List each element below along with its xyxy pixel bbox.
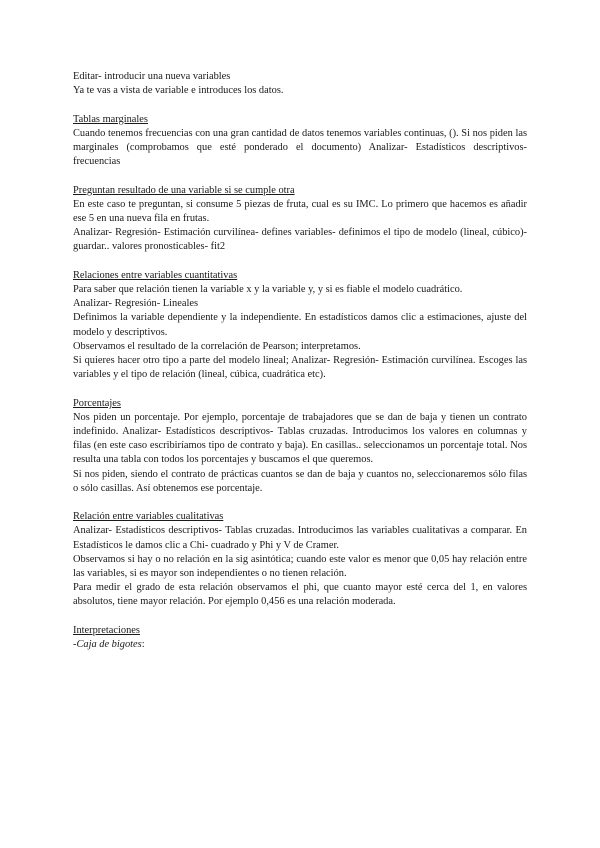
paragraph: Observamos si hay o no relación en la sig asintótica; cuando este valor es menor que 0,05 hay relación entre las variables, si es mayor son independientes o no tienen relación. — [73, 553, 527, 580]
section-heading: Preguntan resultado de una variable si se cumple otra — [73, 184, 295, 196]
section-variables-cualitativas — [73, 510, 527, 609]
section-intro — [73, 70, 527, 98]
intro-line-2: Ya te vas a vista de variable e introduces los datos. — [73, 85, 284, 97]
list-item-dash: - — [73, 639, 77, 651]
paragraph: Analizar- Estadísticos descriptivos- Tablas cruzadas. Introducimos las variables cualitativas a comparar. En Estadísticos le damos clic a Chi- cuadrado y Phi y V de Cramer. — [73, 525, 527, 551]
paragraph: En este caso te preguntan, si consume 5 piezas de fruta, cual es su IMC. Lo primero que hacemos es añadir ese 5 en una nueva fila en frutas. — [73, 198, 527, 224]
paragraph: Analizar- Regresión- Lineales — [73, 298, 199, 310]
section-heading: Tablas marginales — [73, 113, 148, 125]
intro-line-1: Editar- introducir una nueva variables — [73, 71, 231, 82]
section-porcentajes — [73, 397, 527, 496]
paragraph: Definimos la variable dependiente y la independiente. En estadísticos damos clic a estimaciones, ajuste del modelo y descriptivos. — [73, 312, 527, 338]
section-tablas-marginales — [73, 113, 527, 170]
section-interpretaciones — [73, 624, 527, 652]
paragraph: Si nos piden, siendo el contrato de prácticas cuantos se dan de baja y cuantos no, seleccionaremos sólo filas o sólo casillas. Así obtenemos ese porcentaje. — [73, 468, 527, 494]
section-resultado-variable — [73, 184, 527, 255]
section-heading: Porcentajes — [73, 397, 121, 409]
section-heading: Interpretaciones — [73, 624, 140, 636]
paragraph: Para medir el grado de esta relación observamos el phi, que cuanto mayor esté cerca del 1, en valores absolutos, tiene mayor relación. Por ejemplo 0,456 es una relación moderada. — [73, 582, 527, 608]
paragraph: Si quieres hacer otro tipo a parte del modelo lineal; Analizar- Regresión- Estimación curvilínea. Escoges las variables y el tipo de relación (lineal, cúbica, cuadrática etc). — [73, 355, 527, 381]
paragraph: Observamos el resultado de la correlación de Pearson; interpretamos. — [73, 340, 361, 352]
document-page — [73, 70, 527, 666]
section-heading: Relaciones entre variables cuantitativas — [73, 269, 238, 281]
paragraph: Para saber que relación tienen la variable x y la variable y, y si es fiable el modelo cuadrático. — [73, 284, 463, 295]
section-variables-cuantitativas — [73, 269, 527, 383]
paragraph: Analizar- Regresión- Estimación curvilínea- defines variables- definimos el tipo de modelo (lineal, cúbico)- guardar.. valores pronosticables- fit2 — [73, 227, 527, 253]
list-item-colon: : — [141, 639, 145, 651]
list-item-label: Caja de bigotes — [76, 639, 142, 651]
paragraph: Nos piden un porcentaje. Por ejemplo, porcentaje de trabajadores que se dan de baja y tienen un contrato indefinido. Analizar- Estadísticos descriptivos- Tablas cruzadas. Introducimos los valores en columnas y filas (en este caso escribiríamos tipo de contrato y baja). En casillas.. seleccionamos un porcentaje total. Nos resulta una tabla con todos los porcentajes y buscamos el que queremos. — [73, 411, 527, 466]
list-item — [73, 638, 527, 652]
paragraph: Cuando tenemos frecuencias con una gran cantidad de datos tenemos variables continuas, (). Si nos piden las marginales (comprobamos que esté ponderado el documento) Analizar- Estadísticos descriptivos- frecuencias — [73, 127, 527, 168]
section-heading: Relación entre variables cualitativas — [73, 511, 224, 523]
